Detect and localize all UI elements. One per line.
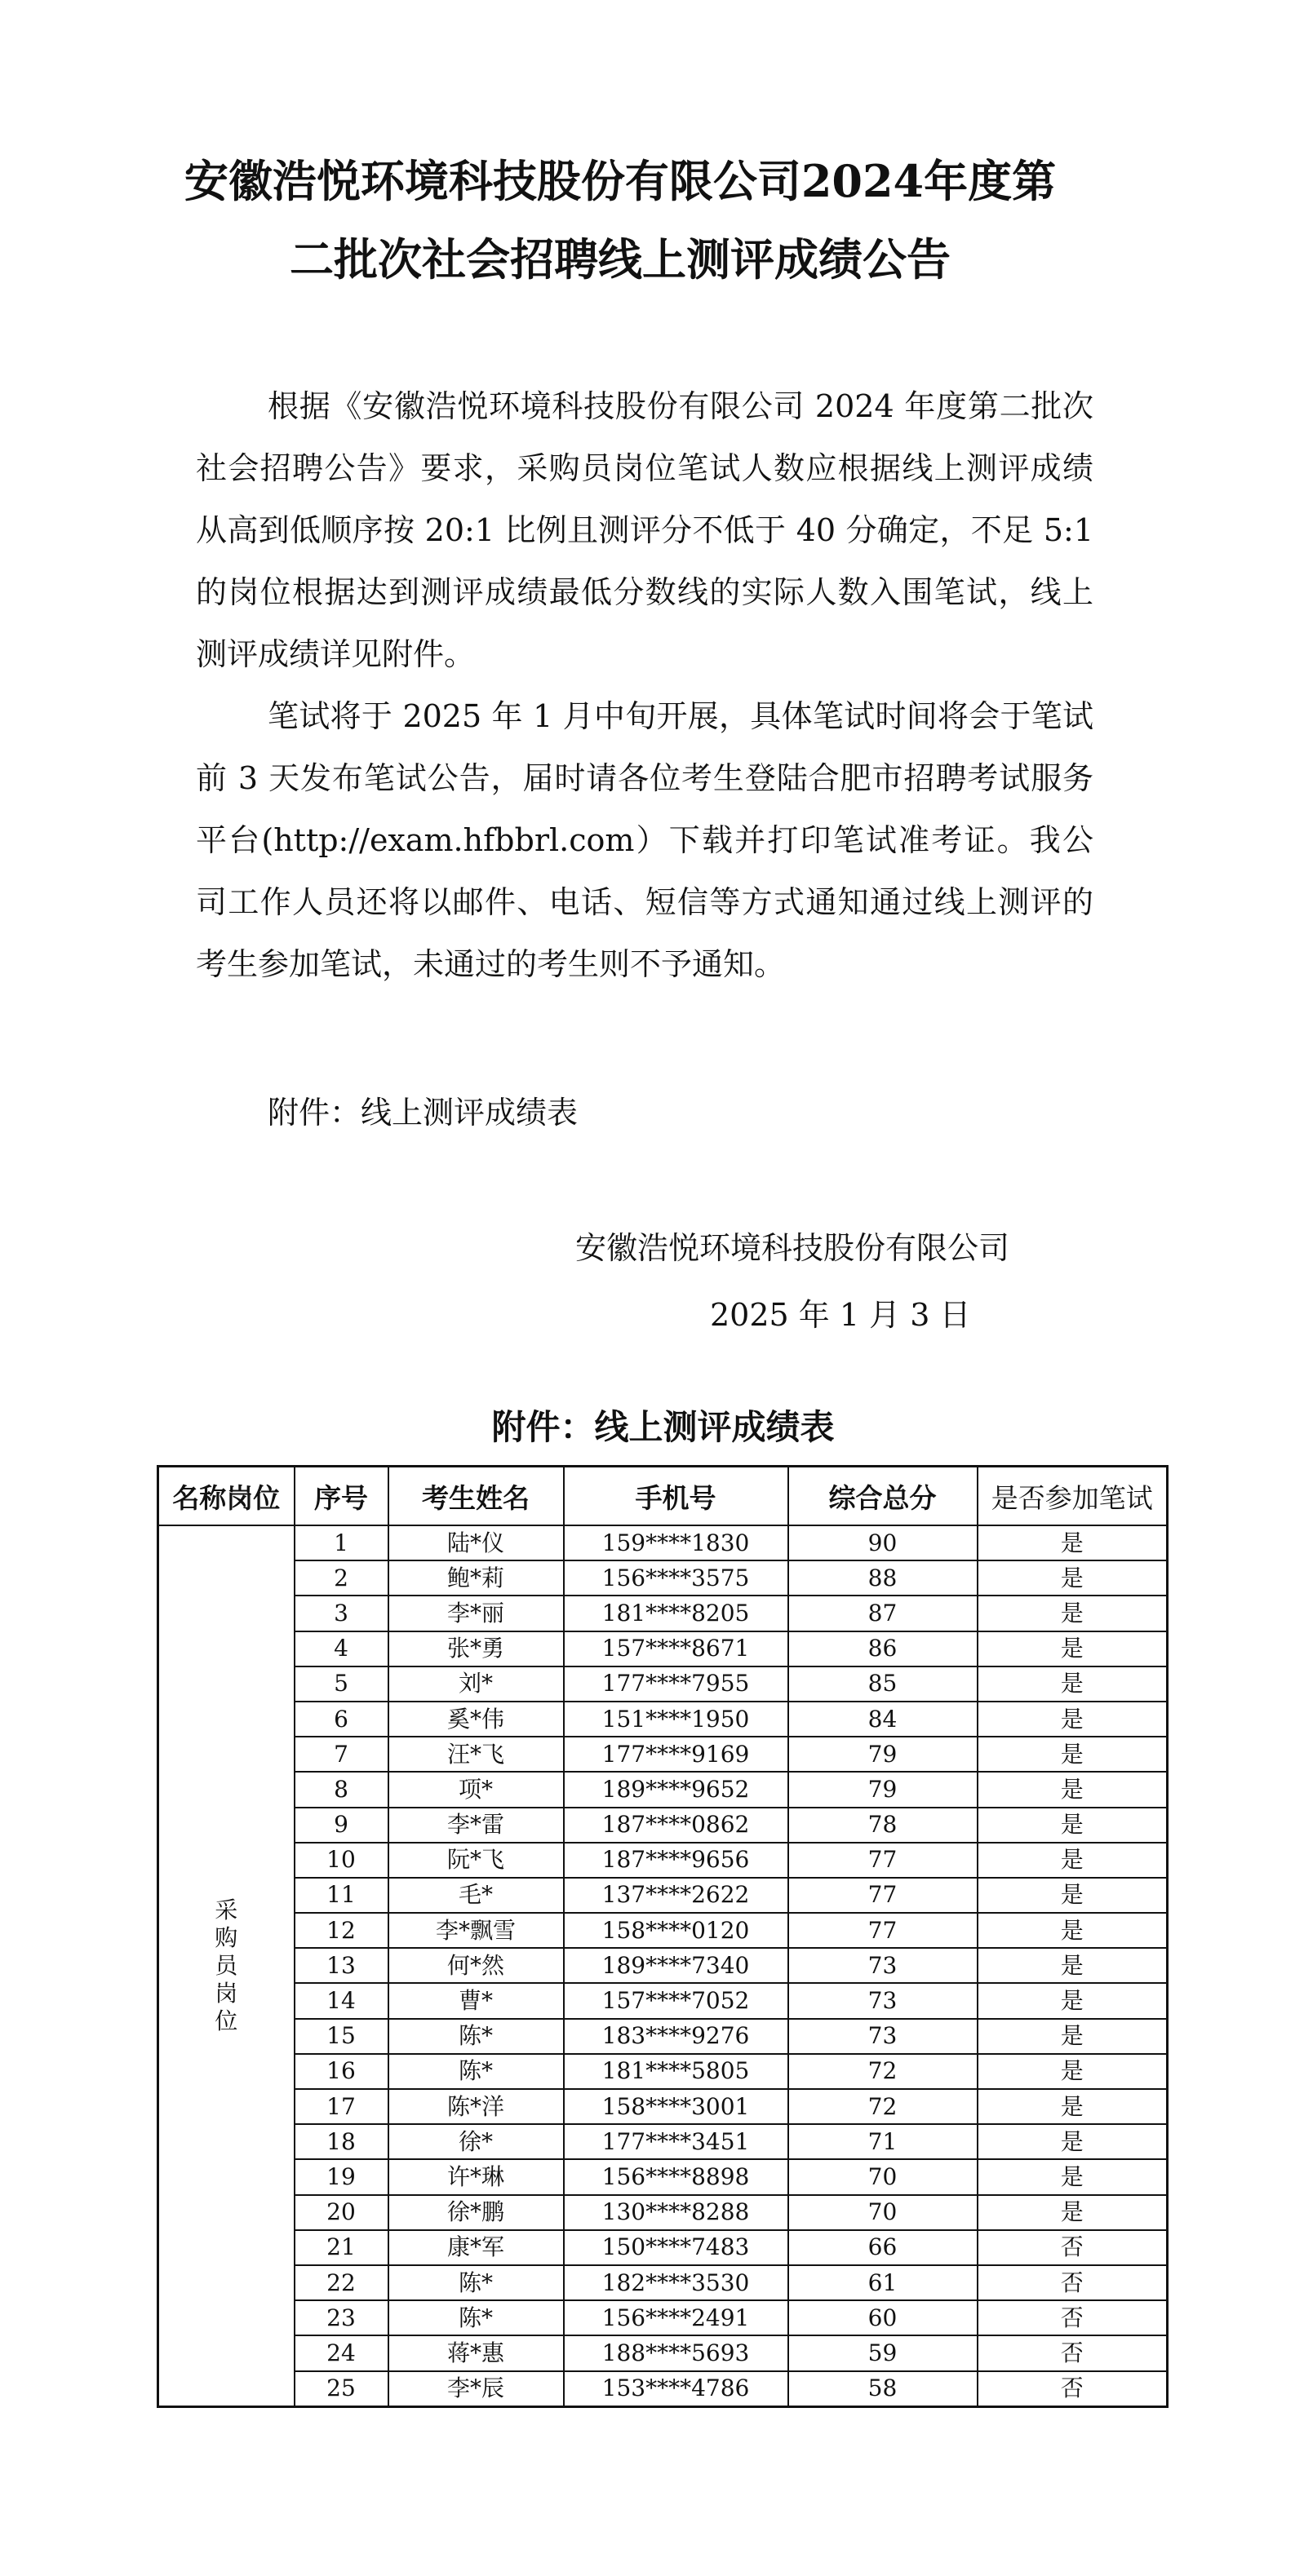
candidate-name: 徐*鹏 [388, 2195, 564, 2230]
phone-number: 156****3575 [564, 1560, 788, 1596]
phone-number: 151****1950 [564, 1702, 788, 1737]
exam-eligibility: 是 [978, 1843, 1168, 1878]
table-row [158, 1808, 1168, 1843]
exam-eligibility: 否 [978, 2265, 1168, 2300]
table-row [158, 2335, 1168, 2370]
exam-eligibility: 是 [978, 1808, 1168, 1843]
table-row [158, 1913, 1168, 1948]
attachment-reference: 附件：线上测评成绩表 [268, 1095, 579, 1131]
table-row [158, 1948, 1168, 1983]
exam-eligibility: 是 [978, 1948, 1168, 1983]
row-index: 16 [295, 2054, 388, 2089]
candidate-name: 陆*仪 [388, 1525, 564, 1560]
candidate-name: 奚*伟 [388, 1702, 564, 1737]
total-score: 61 [788, 2265, 978, 2300]
phone-number: 137****2622 [564, 1878, 788, 1913]
table-title: 附件：线上测评成绩表 [491, 1407, 835, 1447]
candidate-name: 张*勇 [388, 1631, 564, 1666]
phone-number: 158****3001 [564, 2089, 788, 2124]
row-index: 11 [295, 1878, 388, 1913]
candidate-name: 何*然 [388, 1948, 564, 1983]
signature-date: 2025 年 1 月 3 日 [710, 1297, 971, 1333]
row-index: 13 [295, 1948, 388, 1983]
phone-number: 189****9652 [564, 1772, 788, 1807]
header-score: 综合总分 [788, 1467, 978, 1526]
total-score: 88 [788, 1560, 978, 1596]
phone-number: 157****8671 [564, 1631, 788, 1666]
candidate-name: 毛* [388, 1878, 564, 1913]
total-score: 87 [788, 1596, 978, 1631]
header-name: 考生姓名 [388, 1467, 564, 1526]
row-index: 8 [295, 1772, 388, 1807]
position-cell [158, 1525, 295, 2406]
table-row [158, 2089, 1168, 2124]
row-index: 5 [295, 1666, 388, 1702]
exam-eligibility: 否 [978, 2335, 1168, 2370]
table-row [158, 1737, 1168, 1772]
exam-eligibility: 否 [978, 2300, 1168, 2335]
candidate-name: 陈* [388, 2054, 564, 2089]
phone-number: 153****4786 [564, 2371, 788, 2407]
table-row [158, 2054, 1168, 2089]
row-index: 12 [295, 1913, 388, 1948]
table-row [158, 1983, 1168, 2018]
signature-company: 安徽浩悦环境科技股份有限公司 [575, 1230, 1010, 1266]
exam-eligibility: 是 [978, 1878, 1168, 1913]
candidate-name: 陈* [388, 2019, 564, 2054]
total-score: 90 [788, 1525, 978, 1560]
phone-number: 177****3451 [564, 2124, 788, 2159]
table-body [158, 1525, 1168, 2406]
phone-number: 157****7052 [564, 1983, 788, 2018]
exam-eligibility: 是 [978, 2019, 1168, 2054]
row-index: 23 [295, 2300, 388, 2335]
row-index: 20 [295, 2195, 388, 2230]
phone-number: 182****3530 [564, 2265, 788, 2300]
candidate-name: 阮*飞 [388, 1843, 564, 1878]
header-phone: 手机号 [564, 1467, 788, 1526]
header-index: 序号 [295, 1467, 388, 1526]
exam-eligibility: 是 [978, 2054, 1168, 2089]
table-row [158, 1525, 1168, 1560]
table-row [158, 2265, 1168, 2300]
candidate-name: 李*辰 [388, 2371, 564, 2407]
candidate-name: 康*军 [388, 2230, 564, 2265]
row-index: 4 [295, 1631, 388, 1666]
total-score: 86 [788, 1631, 978, 1666]
row-index: 24 [295, 2335, 388, 2370]
total-score: 79 [788, 1737, 978, 1772]
row-index: 25 [295, 2371, 388, 2407]
table-row [158, 1772, 1168, 1807]
row-index: 14 [295, 1983, 388, 2018]
exam-eligibility: 是 [978, 2124, 1168, 2159]
body-paragraph-2: 笔试将于 2025 年 1 月中旬开展，具体笔试时间将会于笔试前 3 天发布笔试公告，届时请各位考生登陆合肥市招聘考试服务平台(http://exam.hfbbrl.com）下载并打印笔试准考证。我公司工作人员还将以邮件、电话、短信等方式通知通过线上测评的考生参加笔试，未通过的考生则不予通知。 [196, 698, 1093, 982]
phone-number: 187****0862 [564, 1808, 788, 1843]
total-score: 79 [788, 1772, 978, 1807]
exam-eligibility: 否 [978, 2230, 1168, 2265]
row-index: 3 [295, 1596, 388, 1631]
table-header-row [158, 1467, 1168, 1526]
row-index: 6 [295, 1702, 388, 1737]
phone-number: 177****7955 [564, 1666, 788, 1702]
total-score: 73 [788, 1948, 978, 1983]
row-index: 2 [295, 1560, 388, 1596]
total-score: 66 [788, 2230, 978, 2265]
candidate-name: 徐* [388, 2124, 564, 2159]
row-index: 19 [295, 2159, 388, 2194]
exam-eligibility: 否 [978, 2371, 1168, 2407]
total-score: 73 [788, 2019, 978, 2054]
phone-number: 183****9276 [564, 2019, 788, 2054]
exam-eligibility: 是 [978, 1772, 1168, 1807]
total-score: 71 [788, 2124, 978, 2159]
candidate-name: 陈* [388, 2265, 564, 2300]
candidate-name: 蒋*惠 [388, 2335, 564, 2370]
exam-eligibility: 是 [978, 2159, 1168, 2194]
total-score: 72 [788, 2054, 978, 2089]
exam-eligibility: 是 [978, 2195, 1168, 2230]
table-row [158, 2019, 1168, 2054]
phone-number: 189****7340 [564, 1948, 788, 1983]
total-score: 59 [788, 2335, 978, 2370]
total-score: 77 [788, 1843, 978, 1878]
row-index: 9 [295, 1808, 388, 1843]
total-score: 70 [788, 2195, 978, 2230]
row-index: 18 [295, 2124, 388, 2159]
body-paragraph-1: 根据《安徽浩悦环境科技股份有限公司 2024 年度第二批次社会招聘公告》要求，采购员岗位笔试人数应根据线上测评成绩从高到低顺序按 20:1 比例且测评分不低于 40 分确定，不足 5:1 的岗位根据达到测评成绩最低分数线的实际人数入围笔试，线上测评成绩详见附件。 [196, 388, 1093, 672]
exam-eligibility: 是 [978, 1596, 1168, 1631]
row-index: 22 [295, 2265, 388, 2300]
total-score: 70 [788, 2159, 978, 2194]
row-index: 7 [295, 1737, 388, 1772]
total-score: 84 [788, 1702, 978, 1737]
header-attend: 是否参加笔试 [978, 1467, 1168, 1526]
candidate-name: 李*丽 [388, 1596, 564, 1631]
position-label: 采购员岗位 [215, 1896, 238, 2034]
table-row [158, 1878, 1168, 1913]
exam-eligibility: 是 [978, 1525, 1168, 1560]
row-index: 17 [295, 2089, 388, 2124]
candidate-name: 李*雷 [388, 1808, 564, 1843]
candidate-name: 陈*洋 [388, 2089, 564, 2124]
table-row [158, 2159, 1168, 2194]
phone-number: 156****2491 [564, 2300, 788, 2335]
candidate-name: 李*飘雪 [388, 1913, 564, 1948]
phone-number: 156****8898 [564, 2159, 788, 2194]
table-row [158, 1560, 1168, 1596]
phone-number: 159****1830 [564, 1525, 788, 1560]
phone-number: 181****5805 [564, 2054, 788, 2089]
total-score: 73 [788, 1983, 978, 2018]
candidate-name: 汪*飞 [388, 1737, 564, 1772]
table-row [158, 1843, 1168, 1878]
total-score: 60 [788, 2300, 978, 2335]
table-row [158, 1702, 1168, 1737]
candidate-name: 刘* [388, 1666, 564, 1702]
row-index: 1 [295, 1525, 388, 1560]
exam-eligibility: 是 [978, 1913, 1168, 1948]
phone-number: 177****9169 [564, 1737, 788, 1772]
table-row [158, 2230, 1168, 2265]
total-score: 78 [788, 1808, 978, 1843]
total-score: 72 [788, 2089, 978, 2124]
phone-number: 188****5693 [564, 2335, 788, 2370]
phone-number: 181****8205 [564, 1596, 788, 1631]
candidate-name: 曹* [388, 1983, 564, 2018]
row-index: 10 [295, 1843, 388, 1878]
row-index: 21 [295, 2230, 388, 2265]
candidate-name: 项* [388, 1772, 564, 1807]
table-row [158, 2300, 1168, 2335]
phone-number: 150****7483 [564, 2230, 788, 2265]
header-position: 名称岗位 [158, 1467, 295, 1526]
phone-number: 130****8288 [564, 2195, 788, 2230]
table-row [158, 2371, 1168, 2407]
exam-eligibility: 是 [978, 1983, 1168, 2018]
total-score: 77 [788, 1913, 978, 1948]
scores-table [157, 1465, 1169, 2408]
candidate-name: 陈* [388, 2300, 564, 2335]
phone-number: 158****0120 [564, 1913, 788, 1948]
exam-eligibility: 是 [978, 1737, 1168, 1772]
table-row [158, 2124, 1168, 2159]
page-title-line-2: 二批次社会招聘线上测评成绩公告 [290, 233, 951, 285]
exam-eligibility: 是 [978, 1666, 1168, 1702]
exam-eligibility: 是 [978, 1702, 1168, 1737]
total-score: 85 [788, 1666, 978, 1702]
candidate-name: 许*琳 [388, 2159, 564, 2194]
page-title-line-1: 安徽浩悦环境科技股份有限公司2024年度第 [184, 155, 1057, 207]
table-row [158, 2195, 1168, 2230]
row-index: 15 [295, 2019, 388, 2054]
exam-eligibility: 是 [978, 2089, 1168, 2124]
table-row [158, 1666, 1168, 1702]
exam-eligibility: 是 [978, 1631, 1168, 1666]
table-row [158, 1631, 1168, 1666]
candidate-name: 鲍*莉 [388, 1560, 564, 1596]
total-score: 77 [788, 1878, 978, 1913]
phone-number: 187****9656 [564, 1843, 788, 1878]
total-score: 58 [788, 2371, 978, 2407]
table-row [158, 1596, 1168, 1631]
exam-eligibility: 是 [978, 1560, 1168, 1596]
